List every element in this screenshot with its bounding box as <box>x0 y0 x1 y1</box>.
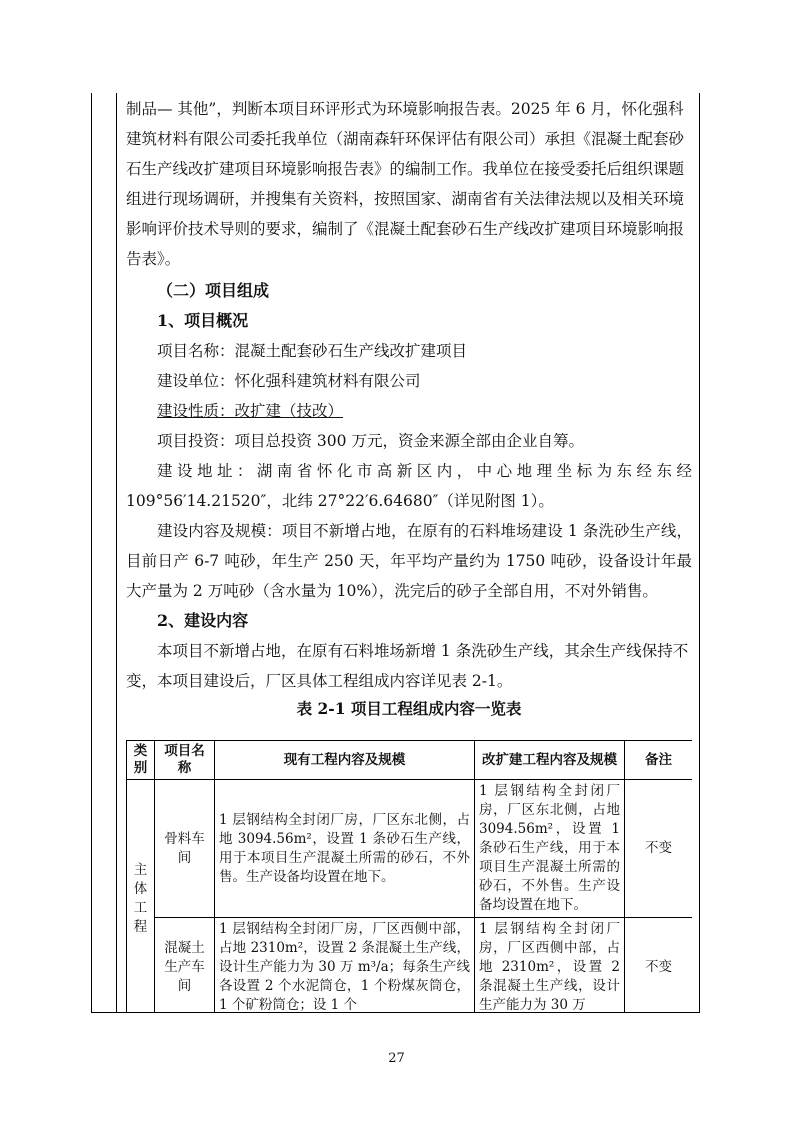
table-caption: 表 2-1 项目工程组成内容一览表 <box>296 699 522 718</box>
intro-paragraph: 制品— 其他”，判断本项目环评形式为环境影响报告表。2025 年 6 月，怀化强科建筑材料有限公司委托我单位（湖南森轩环保评估有限公司）承担《混凝土配套砂石生产线改扩建项目环境影响报告表》的编制工作。我单位在接受委托后组织课题组进行现场调研，并搜集有关资料，按照国家、湖南省有关法律法规以及相关环境影响评价技术导则的要求，编制了《混凝土配套砂石生产线改扩建项目环境影响报告表》。 <box>126 100 685 268</box>
section-heading: （二）项目组成 <box>157 281 270 300</box>
row-remark: 不变 <box>625 918 693 1014</box>
table-row <box>127 918 693 1014</box>
overview-heading: 1、项目概况 <box>157 311 249 330</box>
project-investment: 项目投资：项目总投资 300 万元，资金来源全部由企业自筹。 <box>157 432 584 450</box>
table-header-row <box>127 741 693 780</box>
page-number: 27 <box>388 1051 405 1066</box>
header-category: 类别 <box>127 741 155 780</box>
construction-nature-line <box>126 396 692 426</box>
row-name: 混凝土生产车间 <box>155 918 215 1014</box>
row-existing: 1 层钢结构全封闭厂房，厂区东北侧，占地 3094.56m²，设置 1 条砂石生产线，用于本项目生产混凝土所需的砂石，不外售。生产设备均设置在地下。 <box>215 780 475 918</box>
frame-divider <box>116 93 117 1012</box>
table-row <box>127 780 693 918</box>
row-expansion: 1 层钢结构全封闭厂房，厂区西侧中部，占地 2310m²，设置 2 条混凝土生产线，设计生产能力为 30 万 <box>475 918 625 1014</box>
composition-table <box>126 740 692 1013</box>
construction-location: 建设地址：湖南省怀化市高新区内，中心地理坐标为东经东经 109°56′14.21520″，北纬 27°22′6.64680″（详见附图 1）。 <box>126 462 697 510</box>
construction-nature: 建设性质：改扩建（技改） <box>157 402 344 420</box>
header-expansion: 改扩建工程内容及规模 <box>475 741 625 780</box>
content-heading: 2、建设内容 <box>157 611 249 630</box>
row-expansion: 1 层钢结构全封闭厂房，厂区东北侧，占地 3094.56m²，设置 1 条砂石生产线，用于本项目生产混凝土所需的砂石，不外售。生产设备均设置在地下。 <box>475 780 625 918</box>
row-existing: 1 层钢结构全封闭厂房，厂区西侧中部，占地 2310m²，设置 2 条混凝土生产线，设计生产能力为 30 万 m³/a；每条生产线各设置 2 个水泥筒仓，1 个粉煤灰筒仓，1 个矿粉筒仓；设 1 个 <box>215 918 475 1014</box>
category-cell: 主体工程 <box>127 780 155 1014</box>
table-wrapper <box>126 740 692 1013</box>
construction-unit: 建设单位：怀化强科建筑材料有限公司 <box>157 372 421 390</box>
construction-scale: 建设内容及规模：项目不新增占地，在原有的石料堆场建设 1 条洗砂生产线，目前日产 6-7 吨砂，年生产 250 天，年平均产量约为 1750 吨砂，设备设计年最大产量为 2 万吨砂（含水量为 10%），洗完后的砂子全部自用，不对外销售。 <box>126 522 692 600</box>
header-existing: 现有工程内容及规模 <box>215 741 475 780</box>
header-name: 项目名 称 <box>155 741 215 780</box>
header-remark: 备注 <box>625 741 693 780</box>
project-name: 项目名称：混凝土配套砂石生产线改扩建项目 <box>157 342 468 360</box>
construction-content: 本项目不新增占地，在原有石料堆场新增 1 条洗砂生产线，其余生产线保持不变，本项目建设后，厂区具体工程组成内容详见表 2-1。 <box>126 642 689 690</box>
document-body <box>126 94 697 722</box>
row-remark: 不变 <box>625 780 693 918</box>
row-name: 骨料车间 <box>155 780 215 918</box>
